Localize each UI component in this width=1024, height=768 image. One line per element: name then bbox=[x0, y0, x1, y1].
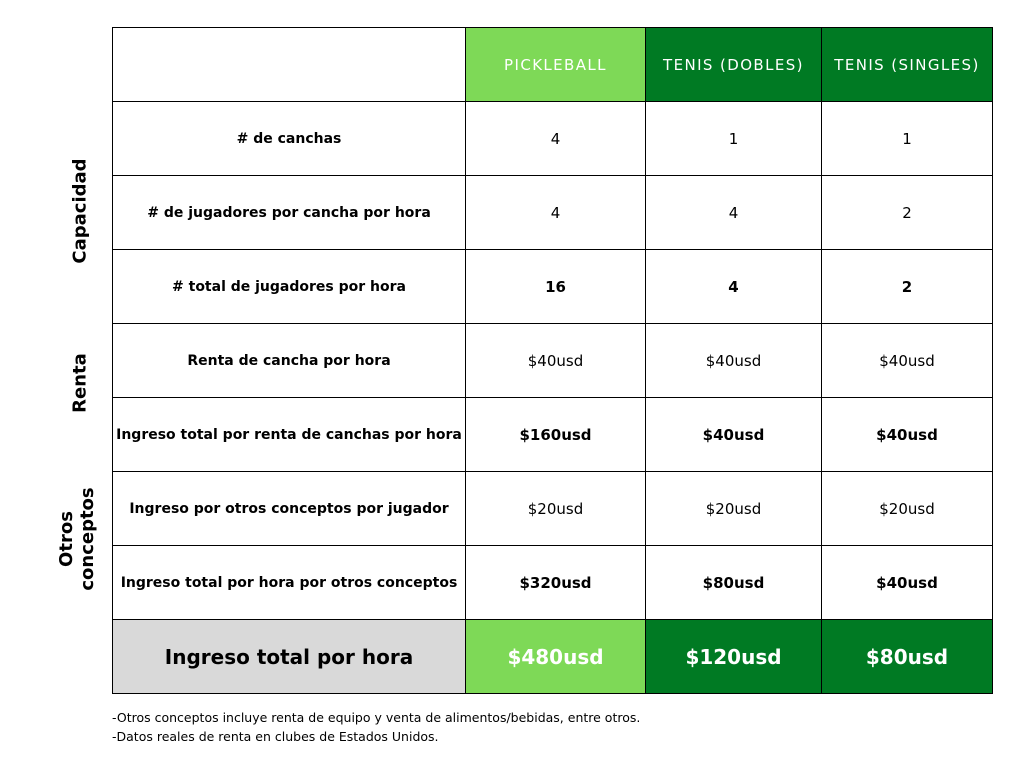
section-label-renta: Renta bbox=[69, 353, 91, 413]
cell-tenis-dobles: $40usd bbox=[646, 398, 822, 472]
footnote: -Otros conceptos incluye renta de equipo y venta de alimentos/bebidas, entre otros. bbox=[112, 710, 641, 725]
cell-tenis-singles: $20usd bbox=[822, 472, 993, 546]
section-label-capacidad: Capacidad bbox=[69, 158, 91, 264]
row-label: # de canchas bbox=[113, 102, 466, 176]
cell-pickleball: 16 bbox=[466, 250, 646, 324]
row-label: Ingreso por otros conceptos por jugador bbox=[113, 472, 466, 546]
row-label: # total de jugadores por hora bbox=[113, 250, 466, 324]
total-row bbox=[113, 620, 993, 694]
comparison-table bbox=[112, 27, 993, 694]
header-tenis-dobles: TENIS (DOBLES) bbox=[646, 28, 822, 102]
cell-tenis-dobles: 4 bbox=[646, 250, 822, 324]
header-tenis-singles: TENIS (SINGLES) bbox=[822, 28, 993, 102]
cell-tenis-dobles: $80usd bbox=[646, 546, 822, 620]
row-label: Renta de cancha por hora bbox=[113, 324, 466, 398]
total-pickleball: $480usd bbox=[466, 620, 646, 694]
cell-tenis-singles: 1 bbox=[822, 102, 993, 176]
cell-tenis-singles: $40usd bbox=[822, 324, 993, 398]
cell-pickleball: 4 bbox=[466, 102, 646, 176]
table-row-ingreso-renta bbox=[113, 398, 993, 472]
table-row-total-jugadores bbox=[113, 250, 993, 324]
cell-pickleball: $40usd bbox=[466, 324, 646, 398]
table-row-ingreso-otros bbox=[113, 546, 993, 620]
cell-tenis-dobles: 4 bbox=[646, 176, 822, 250]
total-label: Ingreso total por hora bbox=[113, 620, 466, 694]
table-row-canchas bbox=[113, 102, 993, 176]
cell-tenis-singles: $40usd bbox=[822, 546, 993, 620]
cell-pickleball: 4 bbox=[466, 176, 646, 250]
cell-pickleball: $160usd bbox=[466, 398, 646, 472]
header-corner-cell bbox=[113, 28, 466, 102]
section-label-otros-conceptos: Otros conceptos bbox=[56, 487, 98, 591]
cell-tenis-singles: 2 bbox=[822, 250, 993, 324]
footnote: -Datos reales de renta en clubes de Estados Unidos. bbox=[112, 729, 439, 744]
row-label: Ingreso total por hora por otros conceptos bbox=[113, 546, 466, 620]
header-pickleball: PICKLEBALL bbox=[466, 28, 646, 102]
row-label: # de jugadores por cancha por hora bbox=[113, 176, 466, 250]
table-row-renta-cancha bbox=[113, 324, 993, 398]
cell-pickleball: $320usd bbox=[466, 546, 646, 620]
cell-tenis-singles: 2 bbox=[822, 176, 993, 250]
cell-tenis-dobles: $20usd bbox=[646, 472, 822, 546]
table-row-otros-por-jugador bbox=[113, 472, 993, 546]
row-label: Ingreso total por renta de canchas por hora bbox=[113, 398, 466, 472]
cell-tenis-dobles: $40usd bbox=[646, 324, 822, 398]
table-row-jugadores-por-cancha bbox=[113, 176, 993, 250]
cell-tenis-singles: $40usd bbox=[822, 398, 993, 472]
total-tenis-dobles: $120usd bbox=[646, 620, 822, 694]
cell-tenis-dobles: 1 bbox=[646, 102, 822, 176]
cell-pickleball: $20usd bbox=[466, 472, 646, 546]
total-tenis-singles: $80usd bbox=[822, 620, 993, 694]
footnotes bbox=[112, 708, 640, 746]
header-row bbox=[113, 28, 993, 102]
